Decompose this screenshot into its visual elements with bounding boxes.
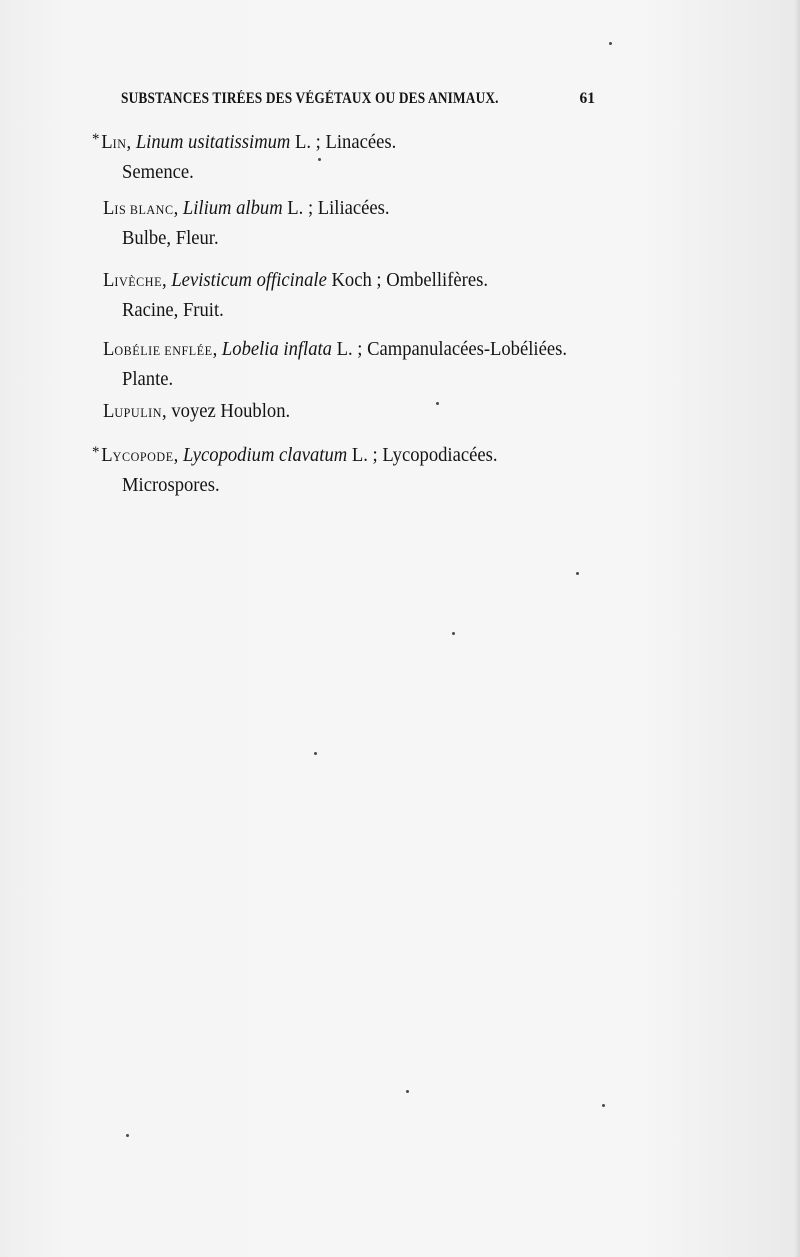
separator: , bbox=[126, 131, 136, 153]
paper-speck bbox=[576, 572, 579, 575]
page-number: 61 bbox=[579, 90, 595, 107]
entry-headline bbox=[92, 127, 396, 159]
running-title: SUBSTANCES TIRÉES DES VÉGÉTAUX OU DES ANIMAUX. bbox=[121, 90, 499, 107]
scientific-name: Lycopodium clavatum bbox=[182, 444, 348, 466]
scientific-name: Lilium album bbox=[182, 197, 283, 219]
common-name-rest: YCOPODE bbox=[112, 449, 174, 464]
entry-headline bbox=[103, 265, 488, 297]
common-name-initial: L bbox=[103, 197, 115, 219]
common-name-qualifier: ENFLÉE bbox=[160, 343, 213, 358]
entry-parts: Bulbe, Fleur. bbox=[122, 227, 219, 249]
common-name-rest: OBÉLIE bbox=[114, 343, 161, 358]
separator: , bbox=[212, 338, 222, 360]
scientific-name: Linum usitatissimum bbox=[135, 131, 291, 153]
common-name-rest: UPULIN bbox=[114, 405, 163, 420]
common-name-rest: IN bbox=[112, 136, 127, 151]
paper-speck bbox=[406, 1090, 409, 1093]
paper-speck bbox=[602, 1104, 605, 1107]
common-name-initial: L bbox=[101, 131, 113, 153]
authority-family: L. ; Lycopodiacées. bbox=[347, 444, 498, 466]
paper-speck bbox=[126, 1134, 129, 1137]
running-head bbox=[121, 90, 595, 114]
common-name-qualifier: BLANC bbox=[126, 202, 174, 217]
entry-parts: Microspores. bbox=[122, 474, 220, 496]
authority-family: L. ; Linacées. bbox=[290, 131, 397, 153]
scientific-name: Levisticum officinale bbox=[171, 269, 327, 291]
common-name-initial: L bbox=[103, 400, 115, 422]
scientific-name: Lobelia inflata bbox=[221, 338, 332, 360]
star-marker: * bbox=[92, 131, 100, 148]
separator: , bbox=[162, 269, 172, 291]
common-name-initial: L bbox=[103, 338, 115, 360]
entry-parts: Semence. bbox=[122, 161, 194, 183]
entry-headline bbox=[92, 440, 498, 472]
entry-parts: Racine, Fruit. bbox=[122, 299, 224, 321]
authority-family: Koch ; Ombellifères. bbox=[326, 269, 488, 291]
common-name-initial: L bbox=[101, 444, 113, 466]
separator: , bbox=[162, 400, 172, 422]
entry-headline bbox=[103, 334, 567, 366]
authority-family: L. ; Campanulacées-Lobéliées. bbox=[331, 338, 567, 360]
separator: , bbox=[173, 444, 183, 466]
entry-headline bbox=[103, 193, 390, 225]
separator: , bbox=[173, 197, 183, 219]
star-marker: * bbox=[92, 444, 100, 461]
cross-reference: voyez Houblon. bbox=[171, 400, 291, 422]
common-name-rest: IS bbox=[114, 202, 127, 217]
common-name-initial: L bbox=[103, 269, 115, 291]
entry-headline bbox=[103, 396, 290, 428]
paper-speck bbox=[452, 632, 455, 635]
page-edge-shadow bbox=[794, 0, 800, 1257]
entry-parts: Plante. bbox=[122, 368, 174, 390]
paper-speck bbox=[609, 42, 612, 45]
paper-speck bbox=[314, 752, 317, 755]
common-name-rest: IVÈCHE bbox=[114, 274, 163, 289]
paper-speck bbox=[436, 402, 439, 405]
authority-family: L. ; Liliacées. bbox=[282, 197, 390, 219]
